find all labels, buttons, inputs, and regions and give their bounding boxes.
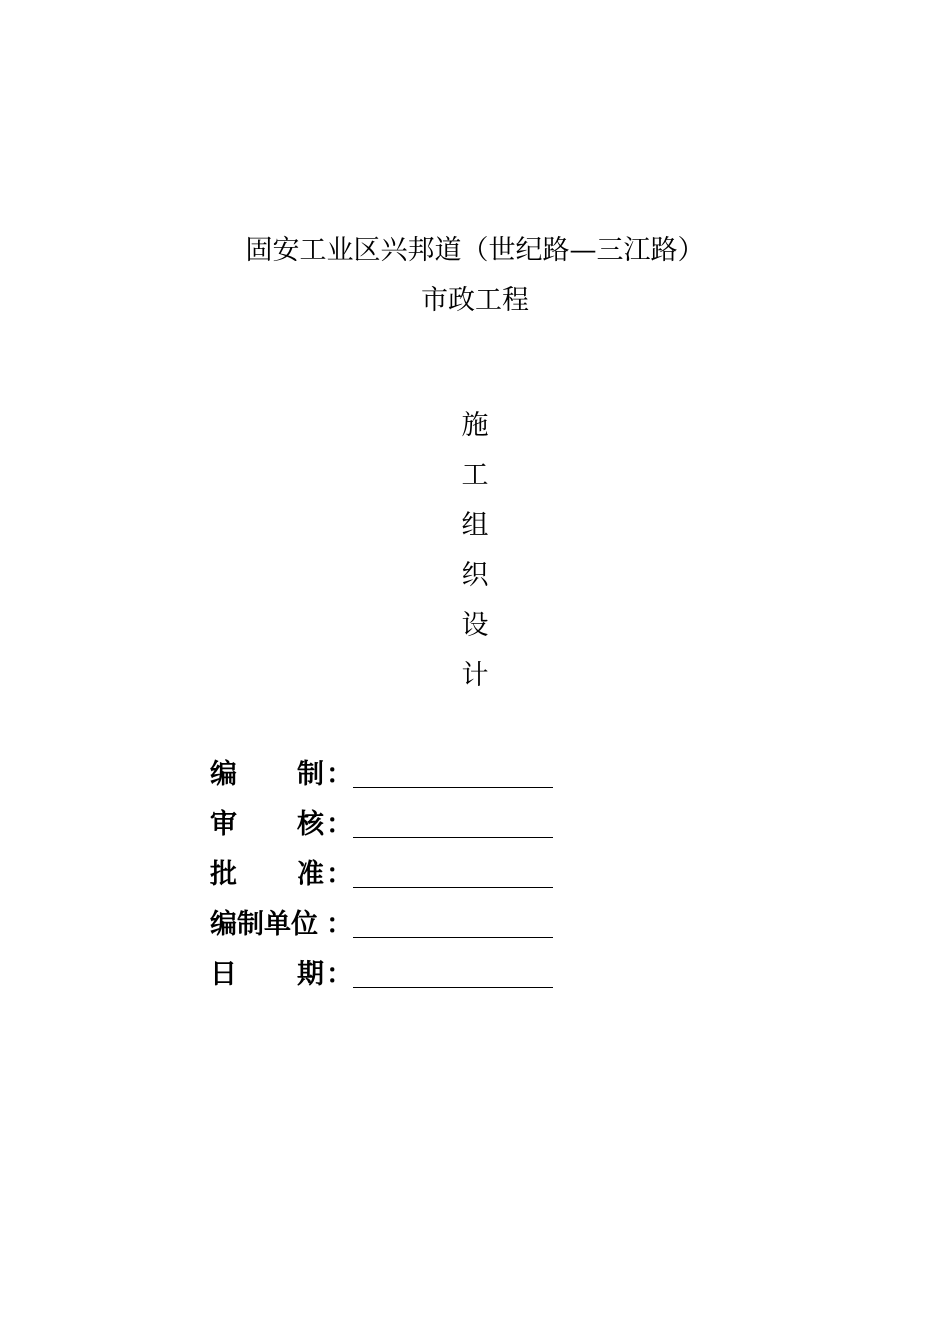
document-type-char: 织 bbox=[461, 560, 489, 591]
signature-line[interactable] bbox=[353, 887, 553, 888]
document-type-char: 工 bbox=[461, 460, 489, 491]
signature-line[interactable] bbox=[353, 937, 553, 938]
sign-row-reviewed-by bbox=[210, 808, 570, 842]
sign-label: 编制单位 bbox=[210, 909, 318, 940]
sign-label: 编 制 bbox=[210, 759, 324, 790]
document-type-char: 设 bbox=[461, 610, 489, 641]
sign-label: 批 准 bbox=[210, 859, 324, 890]
project-title-line-1: 固安工业区兴邦道（世纪路—三江路） bbox=[245, 235, 705, 266]
document-type-char: 施 bbox=[461, 410, 489, 441]
label-colon: ： bbox=[326, 759, 353, 790]
label-colon: ： bbox=[326, 909, 353, 940]
project-title-line-2: 市政工程 bbox=[421, 285, 529, 316]
sign-row-compiling-unit bbox=[210, 908, 570, 942]
signature-line[interactable] bbox=[353, 787, 553, 788]
sign-label: 日 期 bbox=[210, 959, 324, 990]
sign-row-approved-by bbox=[210, 858, 570, 892]
signature-line[interactable] bbox=[353, 987, 553, 988]
sign-label: 审 核 bbox=[210, 809, 324, 840]
sign-row-compiled-by bbox=[210, 758, 570, 792]
sign-row-date bbox=[210, 958, 570, 992]
signature-line[interactable] bbox=[353, 837, 553, 838]
label-colon: ： bbox=[326, 809, 353, 840]
document-type-char: 组 bbox=[461, 510, 489, 541]
label-colon: ： bbox=[326, 959, 353, 990]
label-colon: ： bbox=[326, 859, 353, 890]
document-type-char: 计 bbox=[461, 660, 489, 691]
